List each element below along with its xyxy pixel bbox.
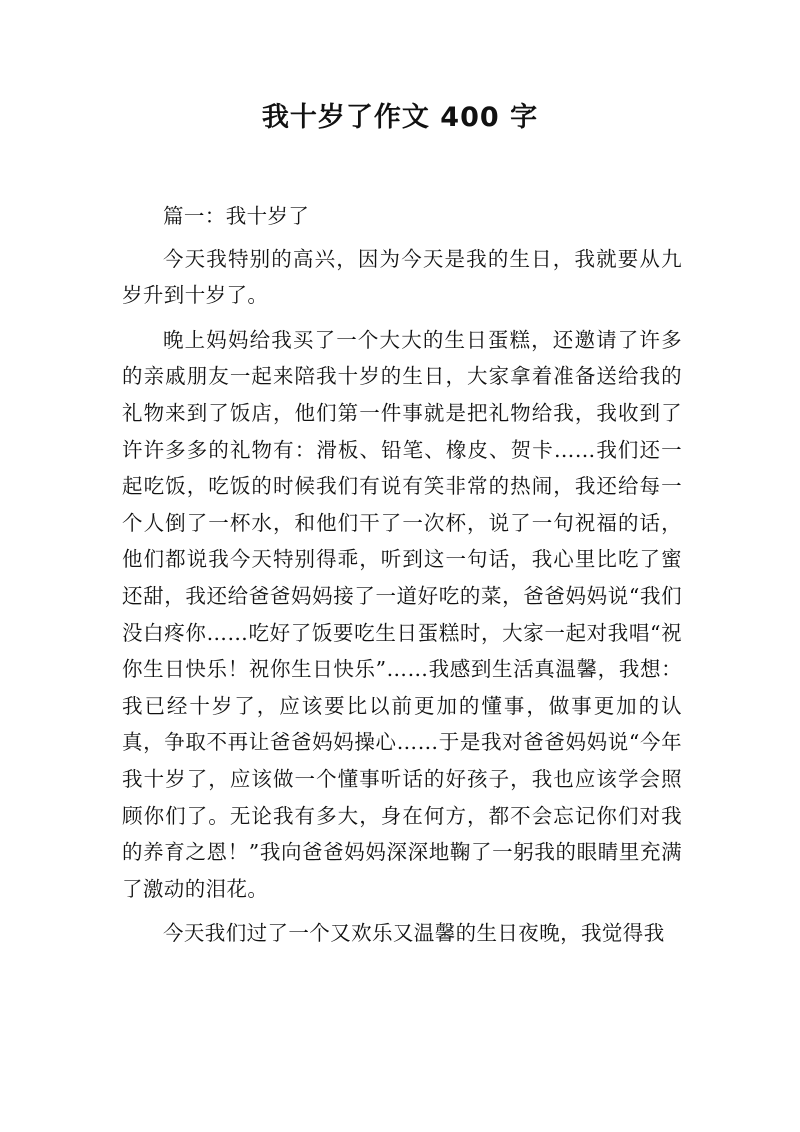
section-heading: 篇一：我十岁了	[163, 204, 310, 228]
paragraph: 今天我特别的高兴，因为今天是我的生日，我就要从九岁升到十岁了。	[122, 246, 682, 308]
paragraph: 晚上妈妈给我买了一个大大的生日蛋糕，还邀请了许多的亲戚朋友一起来陪我十岁的生日，大家拿着准备送给我的礼物来到了饭店，他们第一件事就是把礼物给我，我收到了许许多多的礼物有：滑板、铅笔、橡皮、贺卡……我们还一起吃饭，吃饭的时候我们有说有笑非常的热闹，我还给每一个人倒了一杯水，和他们干了一次杯，说了一句祝福的话，他们都说我今天特别得乖，听到这一句话，我心里比吃了蜜还甜，我还给爸爸妈妈接了一道好吃的菜，爸爸妈妈说“我们没白疼你……吃好了饭要吃生日蛋糕时，大家一起对我唱“祝你生日快乐！祝你生日快乐”……我感到生活真温馨，我想：我已经十岁了，应该要比以前更加的懂事，做事更加的认真，争取不再让爸爸妈妈操心……于是我对爸爸妈妈说“今年我十岁了，应该做一个懂事听话的好孩子，我也应该学会照顾你们了。无论我有多大，身在何方，都不会忘记你们对我的养育之恩！”我向爸爸妈妈深深地鞠了一躬我的眼睛里充满了激动的泪花。	[122, 327, 682, 901]
page-title: 我十岁了作文 400 字	[261, 102, 539, 133]
paragraph: 今天我们过了一个又欢乐又温馨的生日夜晚，我觉得我	[163, 921, 665, 946]
document-body	[122, 198, 682, 960]
